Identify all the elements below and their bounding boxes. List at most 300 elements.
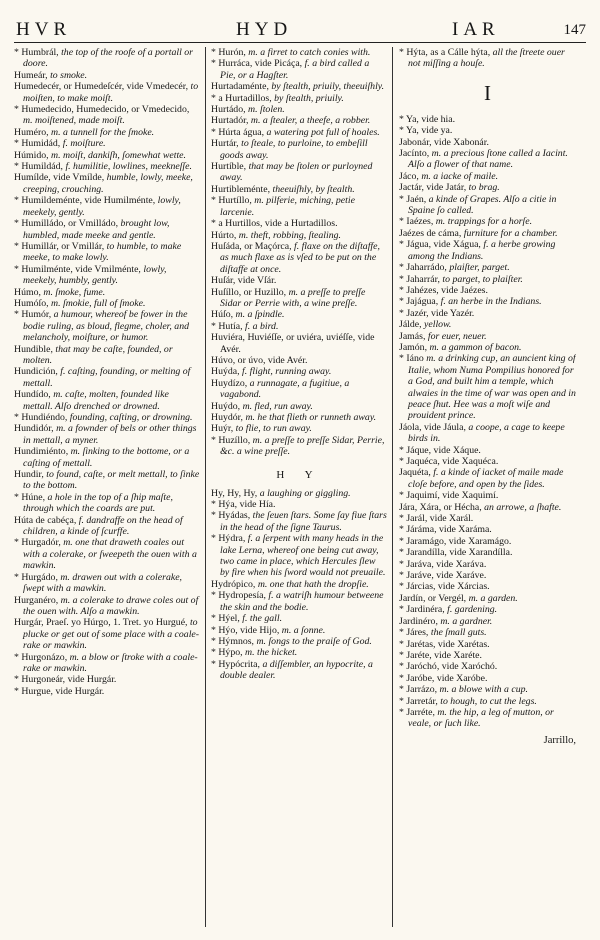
- entry-definition: m. he that flieth or runneth away.: [245, 412, 377, 423]
- entry-headword: * Jarretár,: [399, 695, 438, 707]
- entry-headword: * Hundiéndo,: [14, 412, 68, 423]
- dictionary-entry: [399, 262, 576, 273]
- entry-headword: * Hurgonázo,: [14, 651, 68, 663]
- dictionary-entry: [399, 467, 576, 490]
- dictionary-entry: [14, 150, 200, 161]
- entry-headword: * Jaharrár,: [399, 273, 440, 285]
- entry-headword: Huviéra, Huviéſſe, or uviéra, uviéſſe, vide Avér.: [211, 332, 375, 355]
- entry-headword: * Hurgoneár, vide Hurgár.: [14, 674, 117, 686]
- entry-headword: Huydízo,: [211, 377, 248, 389]
- entry-headword: * Humór,: [14, 309, 52, 321]
- entry-definition: to brag.: [468, 182, 500, 194]
- entry-headword: Huýdo,: [211, 400, 241, 412]
- entry-definition: f. caſting, founding, or melting of mettall.: [23, 366, 191, 389]
- dictionary-entry: [14, 127, 200, 138]
- entry-definition: that may be ſtolen or purloyned away.: [220, 161, 373, 184]
- entry-definition: m. the hicket.: [245, 647, 298, 659]
- dictionary-entry: [14, 423, 200, 446]
- entry-definition: the ſmall guts.: [430, 627, 487, 639]
- entry-definition: m. a tunnell for the ſmoke.: [51, 126, 155, 138]
- entry-headword: * Hýdra,: [211, 533, 246, 545]
- dictionary-entry: [399, 342, 576, 353]
- entry-definition: a diſſembler, an hypocrite, a double dealer.: [220, 658, 373, 682]
- dictionary-entry: [211, 161, 387, 184]
- dictionary-entry: [14, 298, 200, 309]
- dictionary-entry: [14, 412, 200, 423]
- entry-definition: f. moiſture.: [62, 138, 106, 150]
- entry-headword: * Jarandílla, vide Xarandílla.: [399, 547, 513, 559]
- entry-headword: * Hurráca, vide Picáça,: [211, 58, 303, 70]
- entry-headword: Hy, Hy, Hy,: [211, 487, 258, 499]
- entry-headword: Huýda,: [211, 366, 240, 378]
- dictionary-entry: [211, 230, 387, 241]
- entry-headword: Hurganéro,: [14, 594, 59, 606]
- dictionary-entry: [399, 684, 576, 695]
- dictionary-entry: [14, 572, 200, 595]
- entry-definition: f. a bird.: [245, 320, 279, 332]
- entry-definition: m. ſinking to the bottome, or a caſting of mettall.: [23, 446, 190, 469]
- entry-headword: * Járáma, vide Xaráma.: [399, 524, 492, 536]
- entry-headword: * Iáno: [399, 353, 424, 365]
- entry-headword: Hundído,: [14, 389, 51, 401]
- entry-headword: * Jágua, vide Xágua,: [399, 239, 481, 251]
- dictionary-entry: [14, 172, 200, 195]
- entry-definition: f. an herbe in the Indians.: [440, 296, 542, 308]
- entry-definition: f. dandraffe on the head of children, a kinde of ſcurffe.: [23, 514, 183, 538]
- entry-headword: * Jarétas, vide Xarétas.: [399, 638, 490, 650]
- section-heading: I: [484, 80, 491, 105]
- dictionary-entry: [14, 617, 200, 651]
- entry-headword: * Hýmnos,: [211, 635, 255, 647]
- entry-definition: m. ſmoke, fume.: [43, 286, 106, 298]
- entry-headword: * Humilménte, vide Vmilménte,: [14, 263, 141, 275]
- dictionary-entry: [399, 661, 576, 672]
- entry-definition: m. a preſſe to preſſe Sidar, Perrie, &c. a wine preſſe.: [220, 434, 385, 458]
- columns: [14, 47, 586, 927]
- entry-headword: * Hurgadór,: [14, 537, 61, 549]
- entry-definition: f. gardening.: [447, 604, 498, 616]
- dictionary-entry: [14, 241, 200, 264]
- entry-definition: founding, caſting, or drowning.: [69, 412, 193, 423]
- entry-headword: Jára, Xára, or Hécha,: [399, 501, 482, 513]
- dictionary-entry: [14, 104, 200, 127]
- dictionary-entry: [399, 696, 576, 707]
- entry-definition: to humble, to make meeke, to make lowly.: [23, 240, 182, 264]
- entry-headword: * Hýpo,: [211, 647, 243, 659]
- entry-headword: * Humilládo, or Vmilládo,: [14, 218, 119, 230]
- entry-definition: to flie, to run away.: [235, 423, 312, 435]
- entry-definition: the ſeuen ſtars. Some ſay fiue ſtars in the head of the ſigne Taurus.: [220, 510, 387, 533]
- entry-headword: * Jaróbe, vide Xaróbe.: [399, 672, 488, 684]
- entry-headword: Huýr,: [211, 423, 234, 435]
- entry-definition: m. drawen out with a colerake, ſwept with a mawkin.: [23, 571, 182, 595]
- dictionary-entry: [211, 435, 387, 458]
- entry-headword: Hurtadór,: [211, 115, 249, 127]
- entry-headword: * Hydropesía,: [211, 590, 266, 602]
- dictionary-entry: [211, 184, 387, 195]
- entry-definition: furniture for a chamber.: [463, 227, 558, 239]
- dictionary-entry: [14, 492, 200, 515]
- running-head-center: HYD: [236, 19, 293, 40]
- entry-headword: Huſár, vide Vſár.: [211, 275, 277, 287]
- dictionary-entry: [14, 70, 200, 81]
- entry-headword: * Jáque, vide Xáque.: [399, 444, 481, 456]
- entry-definition: f. a watriſh humour betweene the skin and the bodie.: [220, 590, 384, 613]
- dictionary-entry: [14, 389, 200, 412]
- dictionary-entry: [14, 446, 200, 469]
- dictionary-entry: [211, 423, 387, 434]
- entry-headword: * Jardinéra,: [399, 604, 445, 616]
- entry-headword: * Humbrál,: [14, 47, 59, 58]
- entry-headword: * Járes,: [399, 627, 429, 639]
- entry-definition: f. flaxe on the diſtaffe, as much flaxe as is vſed to be put on the diſtaffe at once.: [220, 240, 380, 275]
- entry-headword: Jardín, or Vergél,: [399, 592, 467, 604]
- entry-headword: Jáola, vide Jáula,: [399, 421, 466, 433]
- entry-headword: Húſo,: [211, 309, 234, 321]
- entry-definition: m. ſongs to the praiſe of God.: [256, 635, 372, 647]
- dictionary-entry: [211, 499, 387, 510]
- column-1: [14, 47, 205, 927]
- dictionary-entry: [399, 536, 576, 547]
- entry-definition: m. trappings for a horſe.: [435, 216, 533, 228]
- column-2: [205, 47, 392, 927]
- dictionary-entry: [399, 308, 576, 319]
- entry-definition: theeuiſhly, by ſtealth.: [272, 183, 355, 195]
- entry-headword: * a Hurtadillos,: [211, 92, 272, 104]
- entry-headword: * Hutía,: [211, 320, 243, 332]
- dictionary-entry: [399, 274, 576, 285]
- entry-headword: Hundidór,: [14, 423, 54, 435]
- dictionary-entry: [399, 319, 576, 330]
- entry-headword: Hurgár, Praeſ. yo Húrgo, 1. Tret. yo Hurgué,: [14, 617, 188, 629]
- entry-definition: m. theft, robbing, ſtealing.: [238, 229, 341, 241]
- entry-definition: f. the gall.: [242, 613, 283, 625]
- dictionary-entry: [211, 195, 387, 218]
- dictionary-entry: [211, 309, 387, 320]
- dictionary-entry: [399, 570, 576, 581]
- entry-definition: a coope, a cage to keepe birds in.: [408, 421, 565, 445]
- dictionary-entry: [399, 296, 576, 307]
- entry-headword: Jaézes de cáma,: [399, 227, 462, 239]
- entry-definition: m. a firret to catch conies with.: [248, 47, 371, 58]
- entry-headword: Huſíllo, or Huzillo,: [211, 286, 287, 298]
- dictionary-entry: [399, 228, 576, 239]
- entry-headword: * Jarrázo,: [399, 684, 438, 696]
- entry-definition: lowly, meekely, gently.: [23, 195, 181, 218]
- dictionary-entry: [14, 652, 200, 675]
- entry-definition: to plucke or get out of some place with a coale-rake or mawkin.: [23, 617, 200, 652]
- entry-definition: m. one that draweth coales out with a colerake, or ſweepeth the ouen with a mawkin.: [23, 537, 197, 572]
- entry-headword: * Hurtíllo,: [211, 195, 252, 207]
- entry-headword: * Jaráve, vide Xaráve.: [399, 570, 487, 582]
- dictionary-entry: [399, 114, 576, 125]
- entry-definition: that may be caſte, founded, or molten.: [23, 343, 173, 366]
- dictionary-entry: [399, 650, 576, 661]
- dictionary-entry: [14, 344, 200, 367]
- entry-definition: yellow.: [424, 319, 452, 331]
- entry-headword: * Ya, vide hia.: [399, 113, 456, 125]
- entry-headword: Jaquéta,: [399, 467, 431, 479]
- entry-headword: * Hýa, vide Hía.: [211, 499, 276, 511]
- dictionary-entry: [399, 581, 576, 592]
- dictionary-entry: [399, 490, 576, 501]
- dictionary-entry: [14, 686, 200, 697]
- entry-headword: * Humillár, or Vmillár,: [14, 240, 105, 252]
- entry-headword: Hundir,: [14, 469, 44, 481]
- dictionary-entry: [399, 239, 576, 262]
- entry-definition: m. a fownder of bels or other things in mettall, a myner.: [23, 423, 197, 446]
- entry-headword: * Hurgádo,: [14, 571, 58, 583]
- entry-definition: to moiſten, to make moiſt.: [23, 81, 199, 104]
- entry-definition: a humour, whereof be fower in the bodie ruling, as bloud, flegme, choler, and melancholy, moiſture, or humor.: [23, 309, 189, 344]
- entry-definition: to parget, to plaiſter.: [442, 273, 523, 285]
- entry-definition: a laughing or giggling.: [259, 487, 351, 499]
- entry-definition: m. a gammon of bacon.: [429, 341, 522, 353]
- dictionary-entry: [399, 171, 576, 182]
- entry-headword: * Jazér, vide Yazér.: [399, 307, 475, 319]
- entry-headword: * Jaróchó, vide Xaróchó.: [399, 661, 498, 673]
- dictionary-entry: [211, 636, 387, 647]
- entry-definition: f. a kinde of iacket of maile made cloſe before, and open by the ſides.: [408, 467, 564, 490]
- entry-headword: Jamón,: [399, 341, 428, 353]
- dictionary-entry: [211, 366, 387, 377]
- entry-definition: an arrowe, a ſhafte.: [484, 501, 562, 513]
- entry-headword: * Hýta, as a Cálle hýta,: [399, 47, 491, 58]
- entry-definition: f. flight, running away.: [242, 366, 332, 378]
- entry-definition: m. a ſtealer, a theefe, a robber.: [250, 115, 371, 127]
- entry-definition: m. ſtolen.: [248, 104, 285, 116]
- entry-definition: f. a ſerpent with many heads in the lake Lerna, whereof one being cut away, two came in place, which Hercules ſlew by fire when his ſword would not preuaile.: [220, 533, 386, 579]
- entry-headword: Hundible,: [14, 343, 53, 355]
- entry-headword: * Hýo, vide Hijo,: [211, 624, 280, 636]
- dictionary-entry: [211, 104, 387, 115]
- dictionary-entry: [399, 137, 576, 148]
- entry-headword: Húrto,: [211, 229, 237, 241]
- dictionary-entry: [399, 627, 576, 638]
- entry-definition: m. a ſonne.: [281, 624, 326, 636]
- entry-definition: by ſtealth, priuily.: [274, 92, 344, 104]
- dictionary-entry: [399, 616, 576, 627]
- dictionary-entry: [211, 287, 387, 310]
- dictionary-entry: [211, 275, 387, 286]
- entry-headword: * Jaquéca, vide Xaquéca.: [399, 456, 499, 467]
- entry-definition: to smoke.: [50, 69, 88, 81]
- entry-definition: m. pilferie, miching, petie larcenie.: [220, 195, 355, 218]
- entry-definition: m. a ſpindle.: [235, 309, 285, 321]
- entry-definition: to ſteale, to purloine, to embeſill goods away.: [220, 138, 368, 161]
- entry-headword: Jacínto,: [399, 148, 430, 160]
- dictionary-entry: [14, 515, 200, 538]
- dictionary-entry: [399, 445, 576, 456]
- dictionary-entry: [399, 593, 576, 604]
- entry-headword: * Hyádas,: [211, 510, 251, 522]
- entry-headword: * Jaharrádo,: [399, 262, 447, 274]
- entry-definition: f. humilitie, lowlines, meekneſſe.: [65, 161, 192, 173]
- dictionary-entry: [14, 264, 200, 287]
- entry-headword: * Húrta água,: [211, 126, 265, 138]
- dictionary-entry: [399, 639, 576, 650]
- dictionary-entry: [14, 47, 200, 70]
- running-head: [14, 20, 586, 43]
- entry-definition: m. a blowe with a cup.: [439, 684, 528, 696]
- section-heading: H Y: [276, 468, 322, 481]
- entry-definition: m. fled, run away.: [242, 400, 313, 412]
- entry-headword: Jardinéro,: [399, 615, 438, 627]
- dictionary-entry: [399, 331, 576, 342]
- dictionary-entry: [14, 674, 200, 685]
- entry-headword: Hundición,: [14, 366, 58, 378]
- dictionary-entry: [399, 182, 576, 193]
- dictionary-entry: [399, 559, 576, 570]
- entry-headword: * Hýel,: [211, 613, 240, 625]
- entry-headword: Húmo,: [14, 286, 41, 298]
- dictionary-entry: [211, 115, 387, 126]
- dictionary-entry: [211, 81, 387, 92]
- entry-headword: Húta de cabéça,: [14, 514, 77, 526]
- dictionary-entry: [211, 378, 387, 401]
- dictionary-entry: [211, 613, 387, 624]
- dictionary-entry: [14, 537, 200, 571]
- entry-definition: m. a gardner.: [440, 615, 493, 627]
- catchword: Jarrillo,: [543, 734, 576, 746]
- dictionary-entry: [14, 81, 200, 104]
- dictionary-entry: [14, 366, 200, 389]
- entry-headword: Húvo, or úvo, vide Avér.: [211, 354, 308, 366]
- dictionary-entry: [14, 138, 200, 149]
- entry-definition: m. a precious ſtone called a Iacint. Alſo a flower of that name.: [408, 148, 568, 171]
- dictionary-entry: [399, 524, 576, 535]
- entry-definition: m. caſte, molten, founded like mettall. Alſo drenched or drowned.: [23, 389, 169, 412]
- entry-definition: brought low, humbled, made meeke and gentle.: [23, 218, 170, 241]
- entry-headword: Humóſo,: [14, 297, 49, 309]
- dictionary-entry: [211, 590, 387, 613]
- entry-definition: m. a colerake to drawe coles out of the ouen with. Alſo a mawkin.: [23, 594, 199, 617]
- dictionary-entry: [211, 625, 387, 636]
- entry-headword: * Jahézes, vide Jaézes.: [399, 284, 488, 296]
- entry-definition: m. a blow or ſtroke with a coale-rake or mawkin.: [23, 651, 198, 674]
- entry-headword: Huydór,: [211, 412, 243, 423]
- entry-headword: Jamás,: [399, 330, 426, 342]
- entry-headword: Humeár,: [14, 69, 48, 81]
- dictionary-entry: [211, 510, 387, 533]
- entry-headword: Jactár, vide Jatár,: [399, 182, 467, 194]
- dictionary-entry: [211, 332, 387, 355]
- dictionary-entry: [211, 321, 387, 332]
- dictionary-entry: [399, 604, 576, 615]
- dictionary-entry: [211, 533, 387, 579]
- entry-definition: f. a herbe growing among the Indians.: [408, 239, 556, 262]
- dictionary-entry: [399, 353, 576, 421]
- dictionary-entry: [211, 58, 387, 81]
- entry-headword: * a Hurtillos, vide a Hurtadillos.: [211, 218, 338, 230]
- entry-headword: Hurtadaménte,: [211, 81, 269, 93]
- entry-headword: * Humildád,: [14, 161, 63, 173]
- entry-headword: * Ya, vide ya.: [399, 125, 453, 137]
- dictionary-entry: [211, 647, 387, 658]
- entry-definition: to found, caſte, or melt mettall, to ſinke to the bottom.: [23, 469, 200, 492]
- entry-headword: * Jaréte, vide Xaréte.: [399, 649, 482, 661]
- entry-definition: by ſtealth, priuily, theeuiſhly.: [271, 81, 385, 93]
- entry-headword: Hurtibleménte,: [211, 183, 271, 195]
- entry-definition: a watering pot full of hoales.: [266, 126, 380, 138]
- entry-headword: * Jarréte,: [399, 706, 435, 718]
- entry-headword: Huméro,: [14, 126, 49, 138]
- dictionary-entry: [211, 47, 387, 58]
- dictionary-entry: [14, 309, 200, 343]
- entry-definition: a runnagate, a fugitiue, a vagabond.: [220, 377, 350, 401]
- entry-definition: m. the hip, a leg of mutton, or veale, or ſuch like.: [408, 706, 554, 730]
- entry-headword: * Húne,: [14, 491, 46, 503]
- dictionary-entry: [211, 241, 387, 275]
- entry-headword: Húmido,: [14, 149, 49, 161]
- dictionary-entry: [399, 148, 576, 171]
- dictionary-entry: [399, 513, 576, 524]
- dictionary-entry: [399, 216, 576, 227]
- entry-headword: * Jaén,: [399, 193, 427, 205]
- dictionary-entry: [399, 47, 576, 70]
- entry-headword: * Humedecido, Humedecido, or Vmedecido,: [14, 104, 190, 116]
- entry-headword: * Huzíllo,: [211, 434, 251, 446]
- dictionary-entry: [14, 218, 200, 241]
- dictionary-entry: [211, 401, 387, 412]
- entry-headword: * Jaráva, vide Xaráva.: [399, 558, 487, 570]
- running-head-right: IAR: [452, 19, 500, 40]
- dictionary-entry: [399, 547, 576, 558]
- entry-headword: * Jarál, vide Xarál.: [399, 513, 474, 525]
- entry-definition: m. a garden.: [468, 592, 518, 604]
- column-3: [392, 47, 576, 927]
- entry-headword: * Humildeménte, vide Humilménte,: [14, 195, 156, 207]
- dictionary-entry: [399, 194, 576, 217]
- entry-definition: to hough, to cut the legs.: [440, 695, 537, 707]
- entry-headword: Hurtár,: [211, 138, 239, 150]
- entry-headword: * Járcias, vide Xárcias.: [399, 581, 490, 593]
- entry-definition: m. a iacke of maile.: [421, 170, 499, 182]
- page-number: 147: [563, 22, 586, 38]
- dictionary-entry: [211, 138, 387, 161]
- entry-definition: f. a bird called a Pie, or a Hagſter.: [220, 58, 370, 81]
- entry-headword: * Hypócrita,: [211, 658, 260, 670]
- entry-definition: for euer, neuer.: [427, 330, 487, 342]
- entry-definition: the top of the roofe of a portall or doore.: [23, 47, 193, 70]
- entry-headword: Hurtádo,: [211, 104, 246, 116]
- entry-headword: * Jaramágo, vide Xaramágo.: [399, 535, 512, 547]
- dictionary-entry: [399, 673, 576, 684]
- entry-headword: Hurtíble,: [211, 161, 247, 173]
- entry-headword: Jabonár, vide Xabonár.: [399, 136, 489, 148]
- dictionary-entry: [399, 125, 576, 136]
- entry-definition: humble, lowly, meeke, creeping, crouching.: [23, 172, 193, 195]
- entry-definition: lowly, meekely, humbly, gently.: [23, 263, 167, 287]
- entry-definition: m. one that hath the dropſie.: [257, 578, 369, 590]
- dictionary-entry: [14, 469, 200, 492]
- dictionary-entry: [14, 287, 200, 298]
- entry-definition: a kinde of Grapes. Alſo a citie in Spaine ſo called.: [408, 193, 557, 217]
- dictionary-entry: [399, 502, 576, 513]
- dictionary-entry: [14, 161, 200, 172]
- entry-headword: * Jajágua,: [399, 296, 439, 308]
- entry-headword: Humedecér, or Humedeſcér, vide Vmedecér,: [14, 81, 189, 93]
- entry-definition: plaiſter, parget.: [449, 262, 510, 274]
- entry-definition: a hole in the top of a ſhip maſte, through which the coards are put.: [23, 491, 173, 515]
- entry-headword: Hydrópico,: [211, 578, 256, 590]
- dictionary-entry: [399, 285, 576, 296]
- entry-headword: * Iaézes,: [399, 216, 434, 228]
- entry-definition: all the ſtreete ouer not miſſing a houſe.: [408, 47, 565, 70]
- entry-definition: m. a drinking cup, an auncient king of Italie, whom Numa Pompilius honored for a God, and built him a temple, which alwaies in the time of war was open and in peace ſhut. Hee was a moſt wiſe and prouident prince.: [408, 353, 576, 422]
- entry-headword: Jálde,: [399, 319, 422, 331]
- entry-headword: Humílde, vide Vmílde,: [14, 172, 105, 184]
